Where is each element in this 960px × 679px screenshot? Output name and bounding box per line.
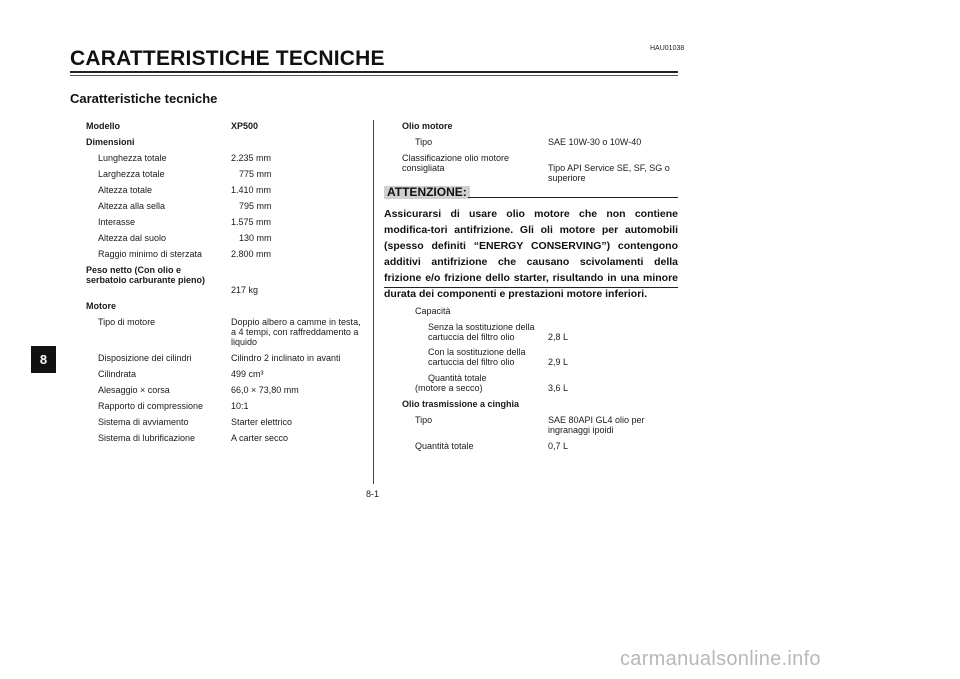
section-heading-peso: Peso netto (Con olio e: [86, 265, 182, 275]
document-code: HAU01038: [650, 45, 685, 52]
spec-value: 1.410 mm: [231, 185, 272, 195]
spec-value: 499 cm³: [231, 369, 264, 379]
spec-value: 1.575 mm: [231, 217, 272, 227]
spec-value: Cilindro 2 inclinato in avanti: [231, 353, 341, 363]
spec-value-trasm-tipo: SAE 80API GL4 olio per: [548, 415, 645, 425]
attention-rule: [468, 197, 678, 198]
spec-value-classificazione-line2: superiore: [548, 173, 586, 183]
spec-value: 795 mm: [239, 201, 272, 211]
page-title: CARATTERISTICHE TECNICHE: [70, 47, 385, 70]
spec-value: 2.800 mm: [231, 249, 272, 259]
spec-value-cap3: 3,6 L: [548, 383, 569, 393]
spec-label-cap1: Senza la sostituzione della: [428, 322, 535, 332]
page-number: 8-1: [366, 489, 380, 499]
attention-label: ATTENZIONE:: [384, 186, 470, 199]
spec-label-trasm-qty: Quantità totale: [415, 441, 474, 451]
spec-value: 2.235 mm: [231, 153, 272, 163]
spec-label-cap1-line2: cartuccia del filtro olio: [428, 332, 515, 342]
spec-label: Larghezza totale: [98, 169, 165, 179]
spec-value: 130 mm: [239, 233, 272, 243]
spec-label: Disposizione dei cilindri: [98, 353, 192, 363]
spec-label-cap3-line2: (motore a secco): [415, 383, 483, 393]
spec-label-cap3: Quantità totale: [428, 373, 487, 383]
spec-value-tipo: SAE 10W-30 o 10W-40: [548, 137, 642, 147]
spec-label: Altezza alla sella: [98, 201, 166, 211]
spec-value-tipo-motore: Doppio albero a camme in testa,: [231, 317, 361, 327]
warning-rule: [384, 287, 678, 288]
title-rule-thin: [70, 75, 678, 76]
spec-label: Alesaggio × corsa: [98, 385, 170, 395]
spec-value: A carter secco: [231, 433, 289, 443]
spec-label-capacita: Capacità: [415, 306, 451, 316]
spec-label: Altezza dal suolo: [98, 233, 167, 243]
spec-label-cap2: Con la sostituzione della: [428, 347, 526, 357]
spec-value-cap1: 2,8 L: [548, 332, 569, 342]
spec-label: Lunghezza totale: [98, 153, 167, 163]
spec-label-classificazione: Classificazione olio motore: [402, 153, 510, 163]
section-heading-dimensioni: Dimensioni: [86, 137, 135, 147]
spec-value: 66,0 × 73,80 mm: [231, 385, 299, 395]
spec-label: Altezza totale: [98, 185, 153, 195]
warning-text: Assicurarsi di usare olio motore che non contiene modifica-tori antifrizione. Gli oli motore per automobili (spesso definiti “ENERGY CONSERVING”) contengono additivi antifrizione che causano scivolamenti della frizione e/o frizione dello starter, risultando in una minore durata dei componenti e prestazioni motore inferiori.: [384, 208, 678, 300]
chapter-tab: 8: [31, 346, 56, 373]
spec-value-cap2: 2,9 L: [548, 357, 569, 367]
spec-label: Sistema di avviamento: [98, 417, 189, 427]
spec-label: Interasse: [98, 217, 136, 227]
spec-value-trasm-tipo-line2: ingranaggi ipoidi: [548, 425, 614, 435]
spec-value: Starter elettrico: [231, 417, 293, 427]
spec-label-cap2-line2: cartuccia del filtro olio: [428, 357, 515, 367]
title-rule: [70, 71, 678, 73]
section-heading-olio-motore: Olio motore: [402, 121, 453, 131]
spec-label: Cilindrata: [98, 369, 137, 379]
section-subtitle: Caratteristiche tecniche: [70, 91, 218, 106]
column-divider: [373, 120, 374, 484]
spec-value-tipo-motore-line3: liquido: [231, 337, 258, 347]
spec-value-peso: 217 kg: [231, 285, 259, 295]
spec-value: 775 mm: [239, 169, 272, 179]
spec-label: Raggio minimo di sterzata: [98, 249, 203, 259]
section-heading-peso-line2: serbatoio carburante pieno): [86, 275, 206, 285]
spec-label: Sistema di lubrificazione: [98, 433, 196, 443]
spec-value: 10:1: [231, 401, 249, 411]
spec-label-classificazione-line2: consigliata: [402, 163, 445, 173]
spec-value-classificazione: Tipo API Service SE, SF, SG o: [548, 163, 670, 173]
spec-label-trasm-tipo: Tipo: [415, 415, 433, 425]
spec-label-modello: Modello: [86, 121, 120, 131]
spec-label: Rapporto di compressione: [98, 401, 204, 411]
spec-label-tipo-motore: Tipo di motore: [98, 317, 156, 327]
section-heading-olio-trasmissione: Olio trasmissione a cinghia: [402, 399, 520, 409]
spec-value-trasm-qty: 0,7 L: [548, 441, 569, 451]
spec-label-tipo: Tipo: [415, 137, 433, 147]
spec-value-modello: XP500: [231, 121, 259, 131]
watermark: carmanualsonline.info: [620, 648, 821, 670]
section-heading-motore: Motore: [86, 301, 116, 311]
spec-value-tipo-motore-line2: a 4 tempi, con raffreddamento a: [231, 327, 359, 337]
